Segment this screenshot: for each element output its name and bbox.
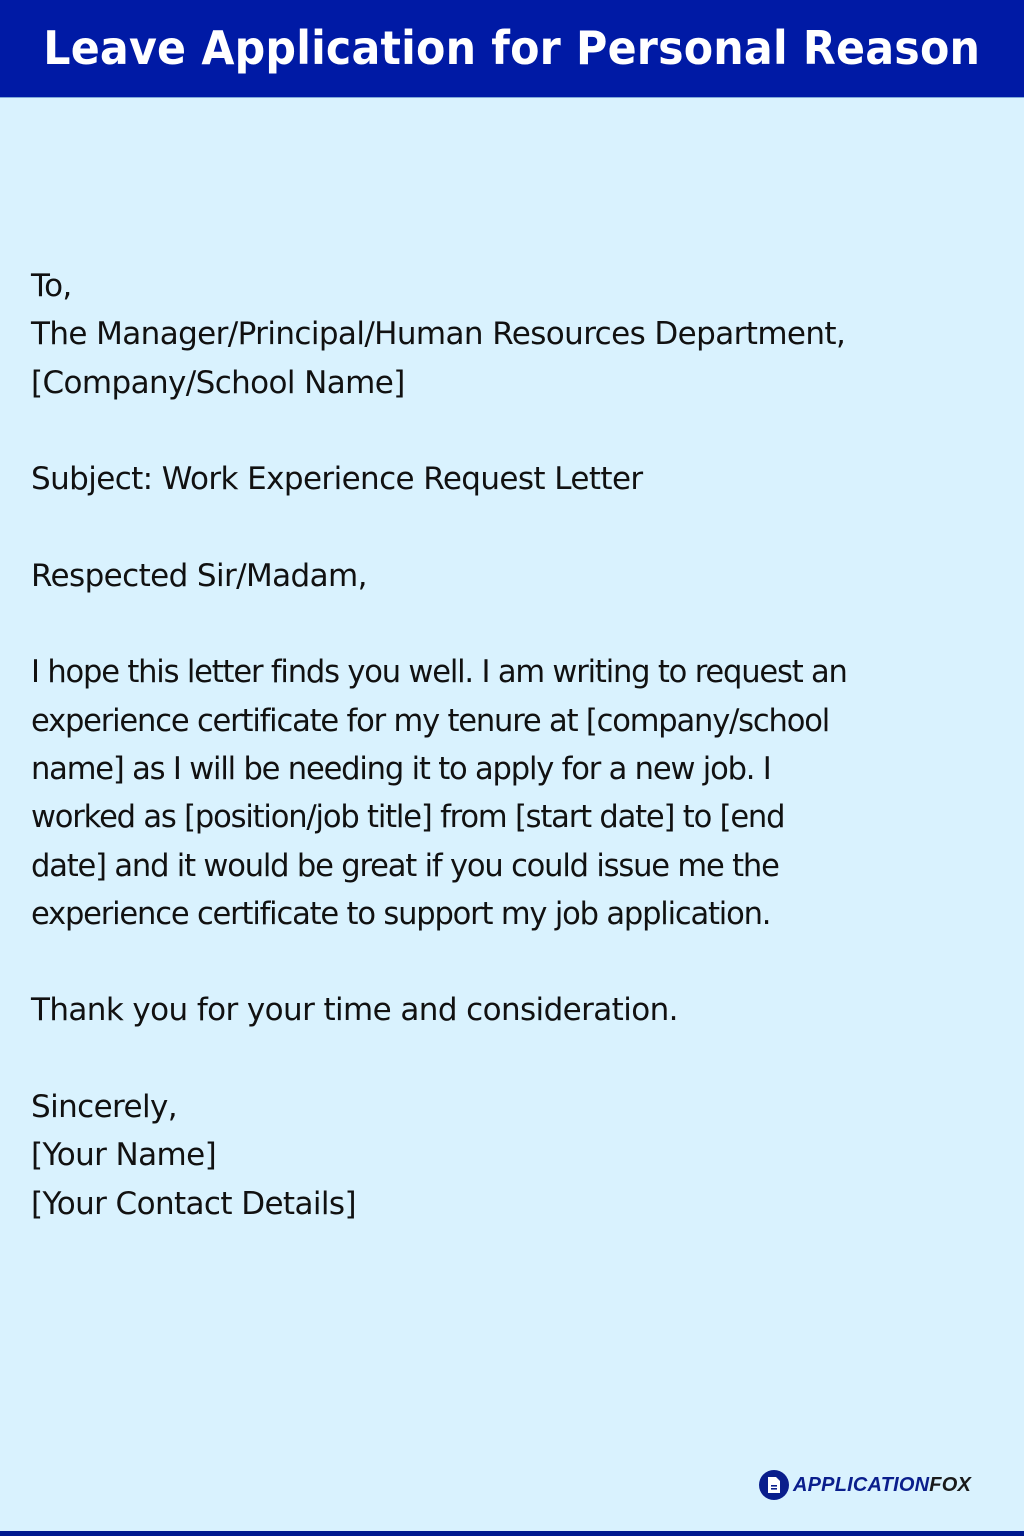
title-banner	[0, 0, 1024, 98]
spacer	[31, 938, 1006, 986]
closing: Sincerely,	[31, 1089, 178, 1126]
bottom-border	[0, 1531, 1024, 1536]
body-line: name] as I will be needing it to apply for a new job. I	[31, 750, 771, 787]
thanks-line: Thank you for your time and consideration.	[31, 992, 678, 1029]
document-icon	[759, 1470, 789, 1500]
page-title: Leave Application for Personal Reason	[43, 20, 981, 75]
brand-logo	[759, 1469, 971, 1501]
greeting: Respected Sir/Madam,	[31, 557, 367, 594]
subject-line: Subject: Work Experience Request Letter	[31, 461, 643, 498]
body-line: date] and it would be great if you could issue me the	[31, 847, 779, 884]
brand-name-part2: FOX	[929, 1473, 971, 1496]
spacer	[31, 407, 1006, 455]
signature-name: [Your Name]	[31, 1137, 217, 1174]
body-line: worked as [position/job title] from [start date] to [end	[31, 799, 785, 836]
brand-name	[793, 1474, 971, 1497]
body-line: experience certificate for my tenure at [company/school	[31, 702, 830, 739]
body-line: experience certificate to support my job application.	[31, 895, 771, 932]
recipient: The Manager/Principal/Human Resources Department,	[31, 316, 846, 353]
organization: [Company/School Name]	[31, 364, 405, 401]
letter-body	[31, 262, 1006, 1228]
brand-name-part1: APPLICATION	[793, 1473, 930, 1496]
body-line: I hope this letter finds you well. I am writing to request an	[31, 654, 847, 691]
signature-contact: [Your Contact Details]	[31, 1185, 356, 1222]
spacer	[31, 600, 1006, 648]
salutation-to: To,	[31, 268, 72, 304]
spacer	[31, 503, 1006, 551]
spacer	[31, 1035, 1006, 1083]
